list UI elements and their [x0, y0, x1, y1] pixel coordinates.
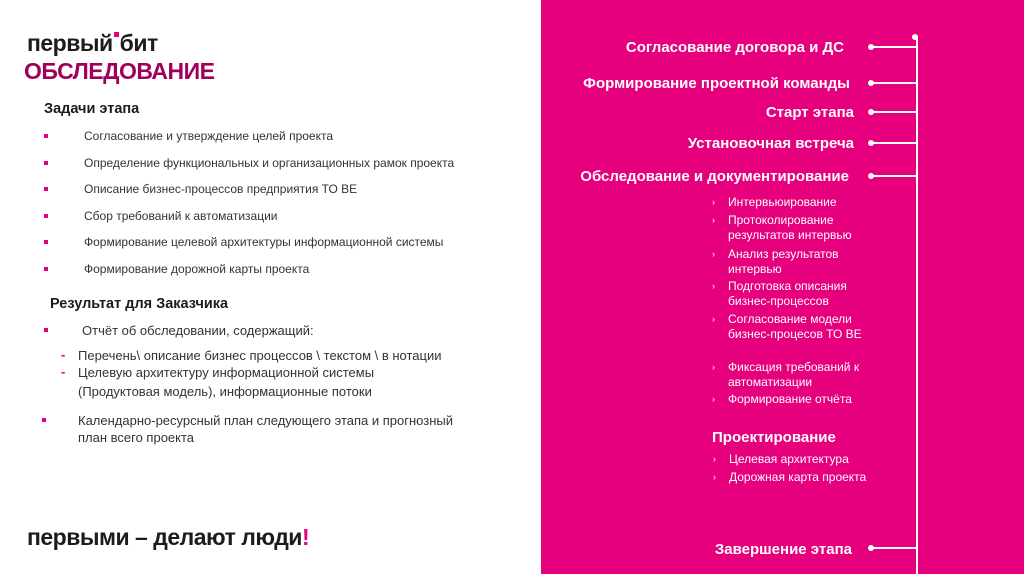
- timeline-axis: [916, 38, 918, 574]
- stage-team: Формирование проектной команды: [583, 75, 850, 92]
- report-line-3: (Продуктовая модель), информационные потоки: [78, 384, 372, 399]
- tasks-title: Задачи этапа: [44, 101, 140, 117]
- stage-tick: [872, 46, 916, 48]
- stage-tick: [872, 142, 916, 144]
- stage-finish: Завершение этапа: [714, 541, 852, 558]
- list-item: Описание бизнес-процессов предприятия ТО ВЕ: [44, 182, 504, 209]
- stage-kickoff: Установочная встреча: [687, 135, 854, 152]
- list-item: › Дорожная карта проекта: [713, 470, 867, 484]
- bullet-icon: [44, 187, 48, 191]
- list-item: Согласование и утверждение целей проекта: [44, 129, 504, 156]
- arrow-icon: ›: [712, 314, 715, 324]
- list-item: › Целевая архитектура: [713, 452, 849, 466]
- bullet-icon: [42, 418, 46, 422]
- stage-start: Старт этапа: [765, 104, 854, 121]
- list-item: Определение функциональных и организационных рамок проекта: [44, 156, 504, 183]
- plan-line-2: план всего проекта: [78, 430, 195, 445]
- report-line-2: Целевую архитектуру информационной системы: [78, 365, 375, 380]
- bullet-icon: [44, 134, 48, 138]
- list-item: › Формирование отчёта: [712, 392, 852, 406]
- stage-tick: [872, 547, 916, 549]
- stage-survey: Обследование и документирование: [580, 168, 849, 185]
- stage-tick: [872, 82, 916, 84]
- report-line-1: Перечень\ описание бизнес процессов \ текстом \ в нотации: [78, 348, 442, 363]
- arrow-icon: ›: [712, 362, 715, 372]
- arrow-icon: ›: [712, 197, 715, 207]
- timeline-start-dot: [912, 34, 918, 40]
- report-text: Отчёт об обследовании, содержащий:: [82, 323, 314, 338]
- page-title: ОБСЛЕДОВАНИЕ: [24, 58, 215, 84]
- list-item: Формирование целевой архитектуры информационной системы: [44, 235, 504, 262]
- bullet-icon: [44, 214, 48, 218]
- logo-dot-icon: [114, 32, 119, 37]
- slogan: первыми – делают люди!: [27, 524, 310, 550]
- list-item: › Фиксация требований к автоматизации: [712, 360, 860, 389]
- list-item: › Подготовка описания бизнес-процессов: [712, 279, 847, 308]
- bullet-icon: [44, 240, 48, 244]
- dash-icon: -: [61, 347, 66, 362]
- arrow-icon: ›: [712, 281, 715, 291]
- arrow-icon: ›: [712, 215, 715, 225]
- arrow-icon: ›: [713, 472, 716, 482]
- stage-tick: [872, 111, 916, 113]
- logo: [27, 30, 158, 57]
- result-title: Результат для Заказчика: [50, 296, 229, 312]
- logo-part1: первый: [27, 30, 113, 56]
- arrow-icon: ›: [712, 394, 715, 404]
- logo-part2: бит: [119, 30, 158, 56]
- dash-icon: -: [61, 364, 66, 379]
- bullet-icon: [44, 267, 48, 271]
- list-item: › Анализ результатов интервью: [712, 247, 839, 276]
- list-item: › Интервьюирование: [712, 195, 837, 209]
- stage-contract: Согласование договора и ДС: [625, 39, 844, 56]
- list-item: Формирование дорожной карты проекта: [44, 262, 504, 289]
- list-item: › Протоколирование результатов интервью: [712, 213, 852, 242]
- tasks-list: [44, 129, 504, 288]
- list-item: › Согласование модели бизнес-процесов ТО ВЕ: [712, 312, 862, 341]
- stage-design: Проектирование: [712, 429, 836, 446]
- bullet-icon: [44, 328, 48, 332]
- stage-tick: [872, 175, 916, 177]
- arrow-icon: ›: [712, 249, 715, 259]
- list-item: Сбор требований к автоматизации: [44, 209, 504, 236]
- arrow-icon: ›: [713, 454, 716, 464]
- bullet-icon: [44, 161, 48, 165]
- plan-line-1: Календарно-ресурсный план следующего этапа и прогнозный: [78, 413, 454, 428]
